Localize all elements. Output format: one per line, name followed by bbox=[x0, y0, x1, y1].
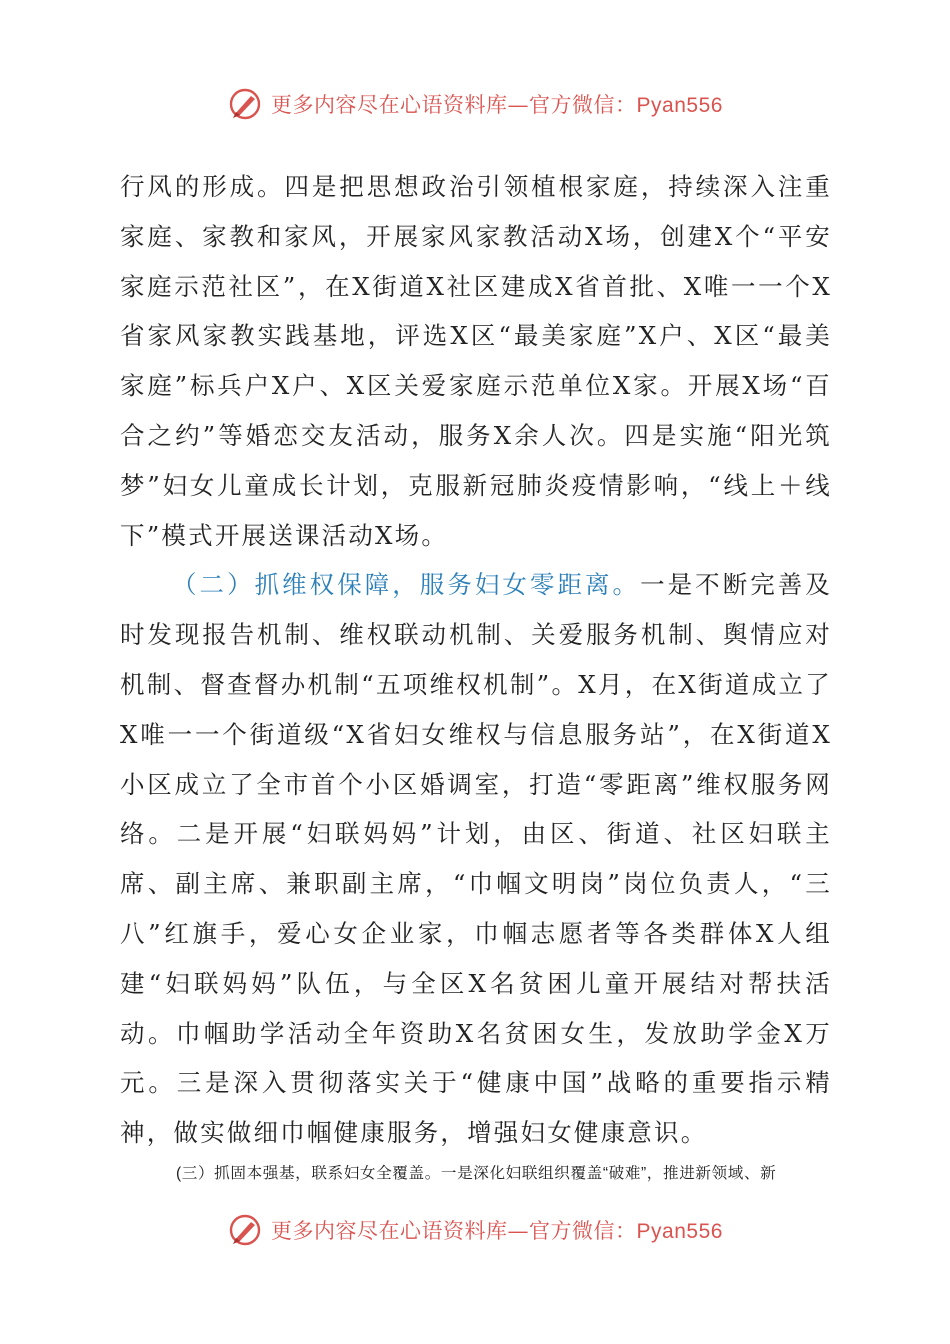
watermark-banner-bottom bbox=[0, 1210, 950, 1250]
paragraph-1: 行风的形成。四是把思想政治引领植根家庭，持续深入注重家庭、家教和家风，开展家风家教活动X场，创建X个“平安家庭示范社区”，在X街道X社区建成X省首批、X唯一一个X省家风家教实践基地，评选X区“最美家庭”X户、X区“最美家庭”标兵户X户、X区关爱家庭示范单位X家。开展X场“百合之约”等婚恋交友活动，服务X余人次。四是实施“阳光筑梦”妇女儿童成长计划，克服新冠肺炎疫情影响，“线上＋线下”模式开展送课活动X场。 bbox=[120, 172, 832, 550]
banner-text: 更多内容尽在心语资料库—官方微信：Pyan556 bbox=[271, 93, 723, 117]
pen-logo-icon bbox=[227, 86, 263, 122]
paragraph-2-body: 一是不断完善及时发现报告机制、维权联动机制、关爱服务机制、舆情应对机制、督查督办机制“五项维权机制”。X月，在X街道成立了X唯一一个街道级“X省妇女维权与信息服务站”，在X街道X小区成立了全市首个小区婚调室，打造“零距离”维权服务网络。二是开展“妇联妈妈”计划，由区、街道、社区妇联主席、副主席、兼职副主席，“巾帼文明岗”岗位负责人，“三八”红旗手，爱心女企业家，巾帼志愿者等各类群体X人组建“妇联妈妈”队伍，与全区X名贫困儿童开展结对帮扶活动。巾帼助学活动全年资助X名贫困女生，发放助学金X万元。三是深入贯彻落实关于“健康中国”战略的重要指示精神，做实做细巾帼健康服务，增强妇女健康意识。 bbox=[120, 570, 832, 1148]
pen-logo-icon bbox=[227, 1212, 263, 1248]
paragraph-2 bbox=[120, 560, 832, 1158]
watermark-banner-top bbox=[0, 84, 950, 124]
section-heading-2: （二）抓维权保障，服务妇女零距离。 bbox=[172, 570, 641, 600]
document-body bbox=[120, 162, 832, 1186]
banner-text: 更多内容尽在心语资料库—官方微信：Pyan556 bbox=[271, 1219, 723, 1243]
paragraph-3: (三）抓固本强基，联系妇女全覆盖。一是深化妇联组织覆盖“破难”，推进新领域、新 bbox=[176, 1164, 777, 1182]
